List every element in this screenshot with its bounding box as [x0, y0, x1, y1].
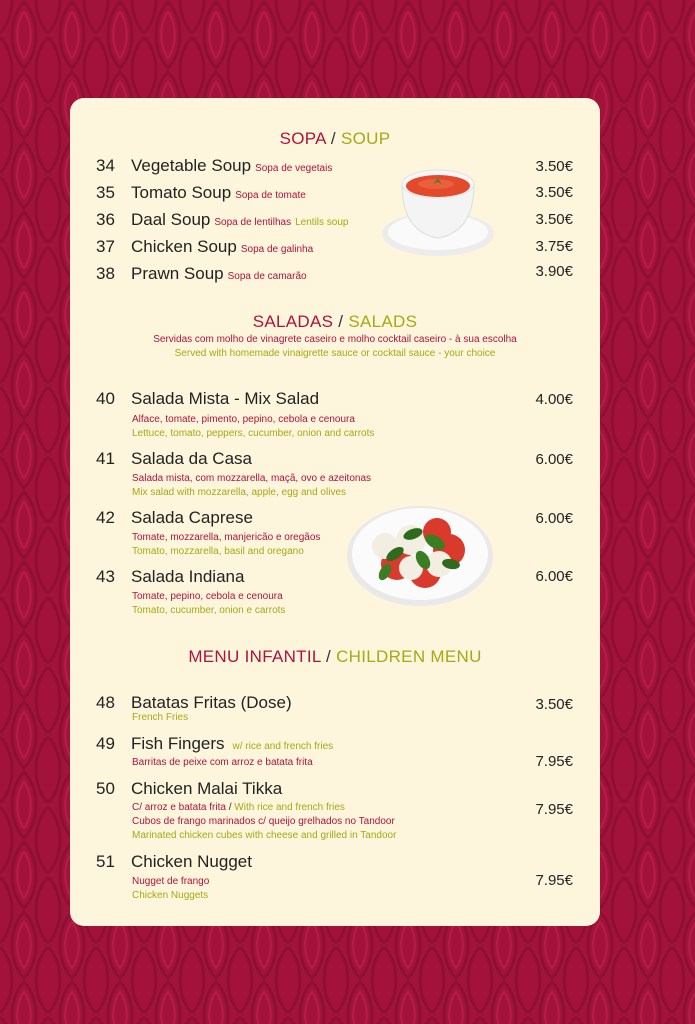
salads-section-title: SALADAS / SALADS: [252, 312, 418, 331]
item-desc-pt: Tomate, mozzarella, manjericão e oregãos: [132, 532, 321, 543]
item-desc-en: Tomato, mozzarella, basil and oregano: [132, 546, 304, 557]
item-price: 3.50€: [535, 158, 573, 175]
item-line-bilingual: [132, 802, 345, 813]
item-line-pt: C/ arroz e batata frita: [132, 802, 226, 813]
item-number: 42: [96, 508, 115, 527]
item-name-en: w/ rice and french fries: [232, 741, 334, 752]
item-name: Salada Indiana: [131, 567, 245, 586]
item-price: 3.50€: [535, 184, 573, 201]
item-line-separator: /: [228, 802, 232, 813]
item-price: 7.95€: [535, 872, 573, 889]
item-name-pt: Sopa de camarão: [227, 271, 307, 282]
kids-section-title: MENU INFANTIL / CHILDREN MENU: [188, 647, 482, 666]
item-number: 35: [96, 183, 115, 202]
item-line-en: With rice and french fries: [234, 802, 345, 813]
item-name: Salada Mista - Mix Salad: [131, 389, 320, 408]
item-name-en: Lentils soup: [295, 217, 349, 228]
soup-title-pt: SOPA: [279, 129, 326, 148]
item-name: Batatas Fritas (Dose): [131, 693, 292, 712]
kids-title-en: CHILDREN MENU: [336, 647, 482, 666]
item-name: Chicken Malai Tikka: [131, 779, 283, 798]
item-price: 6.00€: [535, 510, 573, 527]
item-name: Salada da Casa: [131, 449, 252, 468]
item-name: Chicken Nugget: [131, 852, 252, 871]
item-name-pt: Sopa de lentilhas: [214, 217, 292, 228]
item-number: 40: [96, 389, 115, 408]
item-price: 3.90€: [535, 263, 573, 280]
salads-title-pt: SALADAS: [252, 312, 334, 331]
item-price: 6.00€: [535, 451, 573, 468]
item-number: 50: [96, 779, 115, 798]
item-price: 3.50€: [535, 696, 573, 713]
item-name: Tomato Soup: [131, 183, 232, 202]
kids-title-pt: MENU INFANTIL: [188, 647, 321, 666]
item-price: 4.00€: [535, 391, 573, 408]
item-desc-pt: Tomate, pepino, cebola e cenoura: [132, 591, 283, 602]
item-desc-en: Mix salad with mozzarella, apple, egg and olives: [132, 487, 346, 498]
salads-subtitle-en: Served with homemade vinaigrette sauce or cocktail sauce - your choice: [174, 348, 496, 359]
item-name: Prawn Soup: [131, 264, 224, 283]
item-desc-en: Chicken Nuggets: [132, 890, 209, 901]
item-number: 49: [96, 734, 115, 753]
item-desc-en: Tomato, cucumber, onion e carrots: [132, 605, 286, 616]
item-number: 34: [96, 156, 115, 175]
item-number: 48: [96, 693, 115, 712]
item-desc-pt: Cubos de frango marinados c/ queijo grelhados no Tandoor: [132, 816, 395, 827]
soup-title-en: SOUP: [340, 129, 391, 148]
item-desc-pt: Barritas de peixe com arroz e batata frita: [132, 757, 313, 768]
item-price: 6.00€: [535, 568, 573, 585]
item-desc-en: Lettuce, tomato, peppers, cucumber, onion and carrots: [132, 428, 375, 439]
soup-section-title: SOPA / SOUP: [279, 129, 391, 148]
item-name-pt: Sopa de vegetais: [255, 163, 333, 174]
salads-subtitle-pt: Servidas com molho de vinagrete caseiro e molho cocktail caseiro - à sua escolha: [153, 334, 517, 345]
item-number: 51: [96, 852, 115, 871]
item-name: Chicken Soup: [131, 237, 237, 256]
caprese-salad-image: [345, 502, 495, 608]
item-name: Fish Fingers: [131, 734, 225, 753]
tomato-soup-image: [378, 164, 498, 262]
item-price: 3.75€: [535, 238, 573, 255]
item-desc-en: French Fries: [132, 712, 189, 723]
item-name: Daal Soup: [131, 210, 211, 229]
item-price: 7.95€: [535, 801, 573, 818]
item-number: 38: [96, 264, 115, 283]
salads-title-en: SALADS: [348, 312, 418, 331]
item-desc-en: Marinated chicken cubes with cheese and grilled in Tandoor: [132, 830, 397, 841]
item-desc-pt: Alface, tomate, pimento, pepino, cebola e cenoura: [132, 414, 355, 425]
item-desc-pt: Nugget de frango: [132, 876, 210, 887]
item-name: Vegetable Soup: [131, 156, 252, 175]
item-number: 43: [96, 567, 115, 586]
item-number: 41: [96, 449, 115, 468]
item-number: 37: [96, 237, 115, 256]
menu-card: [70, 98, 600, 926]
item-number: 36: [96, 210, 115, 229]
item-price: 7.95€: [535, 753, 573, 770]
item-name: Salada Caprese: [131, 508, 253, 527]
item-desc-pt: Salada mista, com mozzarella, maçã, ovo e azeitonas: [132, 473, 371, 484]
item-name-pt: Sopa de galinha: [240, 244, 314, 255]
item-price: 3.50€: [535, 211, 573, 228]
item-name-pt: Sopa de tomate: [235, 190, 306, 201]
